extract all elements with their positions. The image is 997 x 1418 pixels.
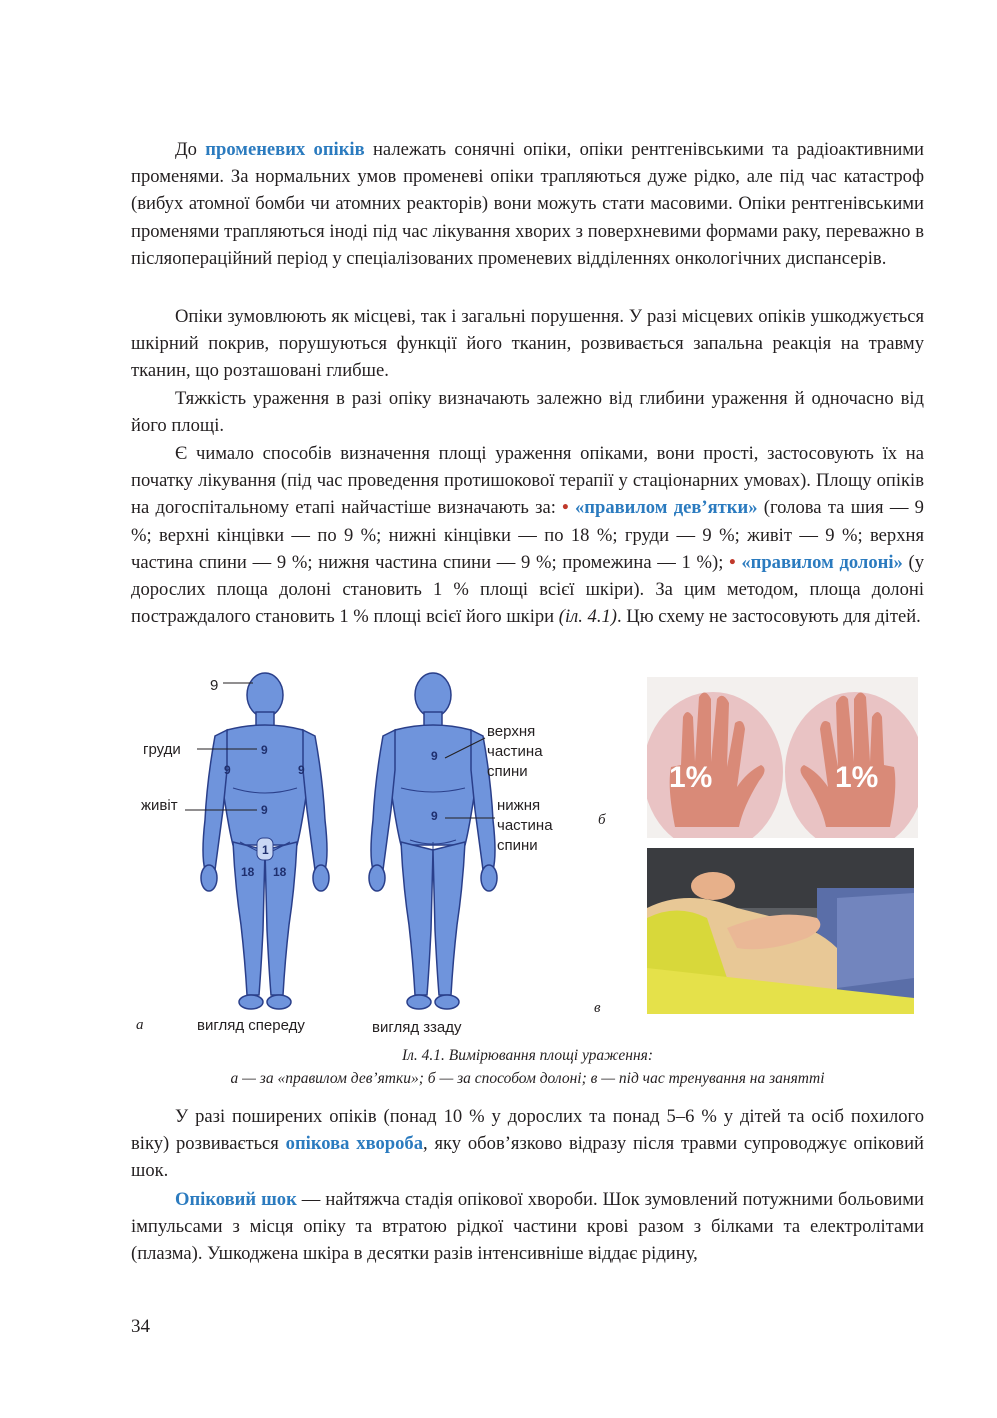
palm-label-right: 1% [835, 761, 879, 794]
label-front-view: вигляд спереду [197, 1017, 305, 1034]
text: Опіки зумовлюють як місцеві, так і загальні порушення. У разі місцевих опіків ушкоджується шкірний покрив, порушуються функції його тканин, розвивається запальна реакція на травму тканин, що розташовані глибше. [131, 306, 924, 382]
caption-title: Іл. 4.1. Вимірювання площі ураження: [401, 1047, 654, 1064]
text: Тяжкість ураження в разі опіку визначають залежно від глибини ураження й одночасно від його площі. [131, 388, 924, 437]
label-belly: живіт [141, 797, 178, 814]
front-number-leg-left: 18 [241, 865, 255, 879]
figure-caption [131, 1044, 924, 1090]
figure-letter-b: б [598, 812, 606, 828]
bullet-icon: • [562, 497, 569, 519]
label-lower-back-2: частина [497, 817, 553, 834]
front-number-leg-right: 18 [273, 865, 287, 879]
back-number-lower: 9 [431, 809, 438, 823]
term-palm-rule: «правилом долоні» [741, 551, 903, 573]
paragraph-burn-shock [131, 1186, 924, 1268]
label-chest: груди [143, 741, 181, 758]
label-upper-back-2: частина [487, 743, 543, 760]
figure-letter-a: а [136, 1017, 144, 1033]
text: , яку обов’язково відразу після травми супроводжує опіковий шок. [131, 1133, 924, 1182]
front-number-chest: 9 [261, 743, 268, 757]
term-burn-shock: Опіковий шок [175, 1189, 297, 1210]
caption-legend: а — за «правилом дев’ятки»; б — за способом долоні; в — під час тренування на занятті [230, 1070, 825, 1087]
paragraph-area-methods [131, 440, 924, 630]
palm-label-left: 1% [669, 761, 713, 794]
text: . Цю схему не застосовують для дітей. [616, 606, 921, 628]
text: У разі поширених опіків (понад 10 % у дорослих та понад 5–6 % у дітей та осіб похилого віку) розвивається [131, 1106, 924, 1155]
text: (у дорослих площа долоні становить 1 % площі всієї шкіри). За цим методом, площа долоні постраждалого становить 1 % площі всієї його шкіри [131, 551, 924, 628]
text: — найтяжча стадія опікової хвороби. Шок зумовлений потужними больовими імпульсами з місця опіку та втратою рідкої частини крові разом з білками та електролітами (плазма). Ушкоджена шкіра в десятки разів інтенсивніше віддає рідину, [131, 1189, 925, 1265]
label-back-view: вигляд ззаду [372, 1019, 462, 1036]
training-photo [647, 848, 914, 1014]
term-rule-of-nines: «правилом дев’ятки» [574, 497, 758, 519]
label-lower-back-3: спини [497, 837, 538, 854]
back-number-upper: 9 [431, 749, 438, 763]
palms-photo [647, 677, 918, 838]
front-number-arm-left: 9 [224, 763, 231, 777]
paragraph-severity [131, 385, 924, 439]
label-upper-back-3: спини [487, 763, 528, 780]
front-number-arm-right: 9 [298, 763, 305, 777]
rule-of-nines-diagram [135, 670, 605, 1040]
text: Є чимало способів визначення площі ураження опіками, вони прості, застосовують їх на початку лікування (під час проведення протишокової терапії у стаціонарних умовах). Площу опіків на догоспітальному етапі найчастіше визначають за: [131, 443, 924, 519]
label-head-nine: 9 [210, 677, 219, 694]
label-upper-back-1: верхня [487, 723, 536, 740]
text: належать сонячні опіки, опіки рентгенівськими та радіоактивними променями. За нормальних умов променеві опіки трапляються дуже рідко, але під час катастроф (вибух атомної бомби чи атомних реакторів) вони можуть стати масовими. Опіки рентгенівськими променями трапляються іноді під час лікування хворих з поверхневими формами раку, переважно в післяопераційний період у спеціалізованих променевих відділеннях онкологічних диспансерів. [131, 139, 924, 269]
paragraph-burn-disease [131, 1103, 924, 1185]
paragraph-radiation-burns [131, 136, 924, 272]
text: (голова та шия — 9 %; верхні кінцівки — по 9 %; нижні кінцівки — по 18 %; груди — 9 %; живіт — 9 %; верхня частина спини — 9 %; нижня частина спини — 9 %; промежина — 1 %); [131, 497, 924, 573]
bullet-icon: • [729, 551, 736, 573]
figure-letter-v: в [594, 1000, 601, 1016]
term-radiation-burns: променевих опіків [205, 139, 365, 160]
figure-reference: (іл. 4.1) [558, 606, 617, 628]
front-number-groin: 1 [262, 843, 269, 857]
paragraph-local-general [131, 303, 924, 385]
front-number-belly: 9 [261, 803, 268, 817]
text: До [175, 139, 206, 160]
label-lower-back-1: нижня [497, 797, 541, 814]
term-burn-disease: опікова хвороба [285, 1133, 424, 1155]
page-number: 34 [131, 1316, 150, 1337]
back-body-figure [369, 673, 497, 1009]
